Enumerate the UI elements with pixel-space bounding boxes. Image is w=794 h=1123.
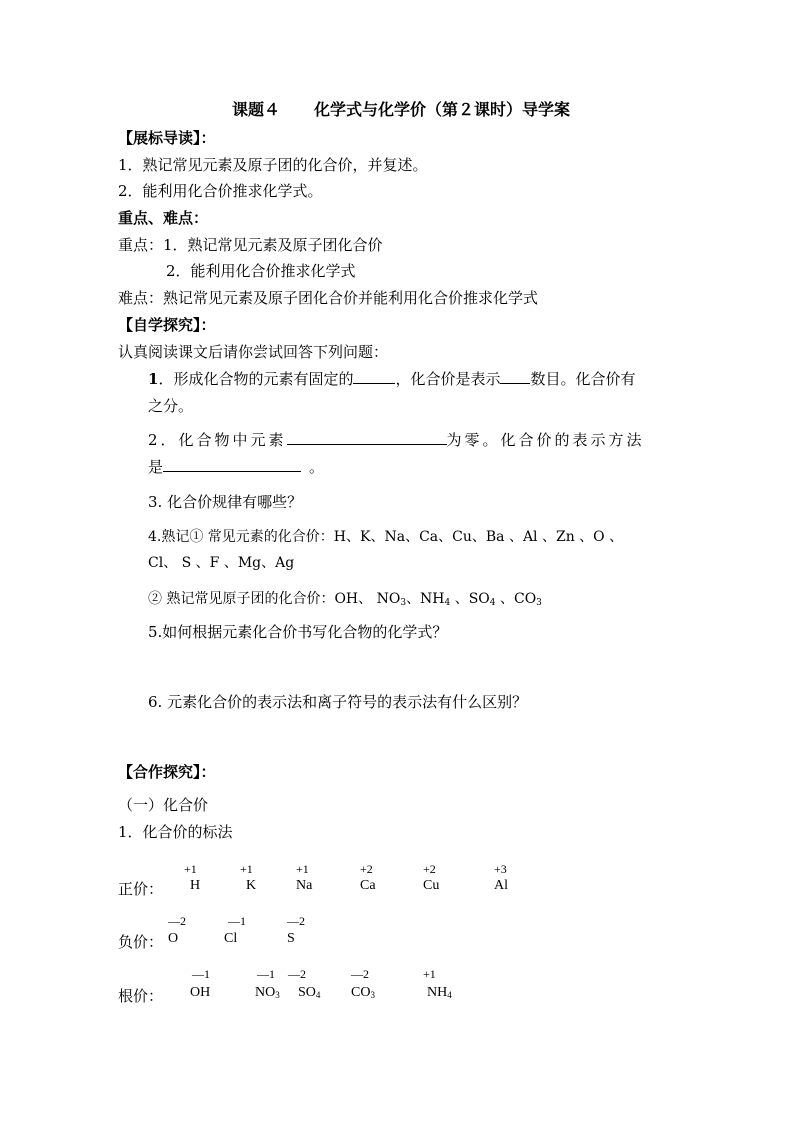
- question-2: [148, 430, 645, 450]
- positive-symbol-3: Na: [296, 878, 313, 893]
- difficult-point: 难点：熟记常见元素及原子团化合价并能利用化合价推求化学式: [118, 289, 539, 307]
- negative-symbol-1: O: [168, 931, 179, 946]
- positive-valence-1: +1: [184, 862, 197, 876]
- q4-radicals-mid-3: 、CO: [495, 591, 537, 607]
- positive-symbol-4: Ca: [360, 878, 376, 893]
- lesson-name: 化学式与化学价（第２课时）导学案: [314, 100, 571, 119]
- radical-valence-4: —2: [351, 967, 369, 981]
- goal-item-1: 1．熟记常见元素及原子团的化合价，并复述。: [118, 156, 428, 174]
- key-point-1-text: 1．熟记常见元素及原子团化合价: [163, 236, 383, 254]
- radical-symbol-1: OH: [190, 985, 211, 1000]
- q2-text-a: 2．化合物中元素: [148, 431, 287, 449]
- key-point-1: [118, 235, 383, 255]
- q2-text-b: 为零。化合价的表示方法: [446, 431, 645, 449]
- question-4-radicals: [148, 589, 542, 613]
- q2-text-c: 是: [148, 458, 164, 476]
- positive-symbol-5: Cu: [423, 878, 440, 893]
- goal-item-2: 2．能利用化合价推求化学式。: [118, 182, 323, 200]
- q4-radicals-prefix: ② 熟记常见原子团的化合价：OH、 NO: [148, 591, 401, 607]
- radical-valence-5: +1: [423, 967, 436, 981]
- radical-valence-3: —2: [288, 967, 306, 981]
- q1-text-b: ，化合价是表示: [395, 370, 501, 388]
- radical-symbol-2: $NO_3$: [255, 985, 280, 1000]
- question-3: 3. 化合价规律有哪些？: [148, 493, 303, 511]
- negative-symbol-3: S: [287, 931, 295, 946]
- radical-symbol-4: $CO_3$: [351, 985, 375, 1000]
- key-label: 重点：: [118, 236, 164, 254]
- self-study-intro: 认真阅读课文后请你尝试回答下列问题：: [118, 343, 389, 361]
- question-1-cont: 之分。: [148, 397, 194, 415]
- positive-label: 正价：: [118, 880, 164, 898]
- positive-valence-3: +1: [296, 862, 309, 876]
- question-6: 6. 元素化合价的表示法和离子符号的表示法有什么区别？: [148, 693, 528, 711]
- radical-valence-1: —1: [192, 967, 210, 981]
- goals-heading: 【展标导读】：: [118, 129, 216, 147]
- positive-valence-6: +3: [494, 862, 507, 876]
- question-1: [148, 369, 635, 389]
- negative-symbol-2: Cl: [224, 931, 238, 946]
- q4-sub-2: 4: [444, 598, 451, 608]
- question-4-line-2: Cl、 S 、F 、Mg、Ag: [148, 555, 295, 571]
- q1-text-a: ．形成化合物的元素有固定的: [158, 370, 354, 388]
- q1-number: 1: [148, 370, 159, 388]
- q1-blank-2[interactable]: [500, 369, 530, 384]
- negative-label: 负价：: [118, 933, 164, 951]
- q4-sub-3: 4: [489, 598, 496, 608]
- q2-blank-1[interactable]: [287, 430, 447, 445]
- question-4-line-1: 4.熟记① 常见元素的化合价：H、K、Na、Ca、Cu、Ba 、Al 、Zn 、O 、: [148, 529, 624, 545]
- radical-symbol-3: $SO_4$: [298, 985, 321, 1000]
- cooperate-item-1: 1．化合价的标法: [118, 823, 233, 841]
- positive-valence-4: +2: [360, 862, 373, 876]
- q4-sub-1: 3: [400, 598, 407, 608]
- self-study-heading: 【自学探究】：: [118, 316, 216, 334]
- radical-valence-2: —1: [257, 967, 275, 981]
- positive-symbol-1: H: [190, 878, 201, 893]
- lesson-number: 课题４: [232, 100, 281, 119]
- question-5: 5.如何根据元素化合价书写化合物的化学式？: [148, 623, 448, 641]
- q1-text-c: 数目。化合价有: [530, 370, 636, 388]
- q4-radicals-mid-2: 、SO: [450, 591, 490, 607]
- cooperate-heading: 【合作探究】：: [118, 763, 216, 781]
- q2-blank-2[interactable]: [163, 457, 301, 472]
- negative-valence-2: —1: [228, 914, 246, 928]
- negative-valence-1: —2: [168, 914, 186, 928]
- q1-blank-1[interactable]: [353, 369, 395, 384]
- cooperate-subheading: （一）化合价: [118, 796, 209, 814]
- q4-sub-4: 3: [536, 598, 542, 608]
- positive-valence-5: +2: [423, 862, 436, 876]
- keypoints-heading: 重点、难点：: [118, 209, 209, 227]
- q4-radicals-mid-1: 、NH: [406, 591, 445, 607]
- radical-label: 根价：: [118, 987, 164, 1005]
- question-2-cont: [148, 457, 324, 477]
- negative-valence-3: —2: [287, 914, 305, 928]
- key-point-2: 2．能利用化合价推求化学式: [166, 262, 356, 280]
- positive-symbol-6: Al: [494, 878, 508, 893]
- radical-symbol-5: $NH_4$: [427, 985, 452, 1000]
- page-title: [232, 100, 570, 120]
- q2-text-d: 。: [309, 458, 325, 476]
- positive-symbol-2: K: [246, 878, 257, 893]
- positive-valence-2: +1: [240, 862, 253, 876]
